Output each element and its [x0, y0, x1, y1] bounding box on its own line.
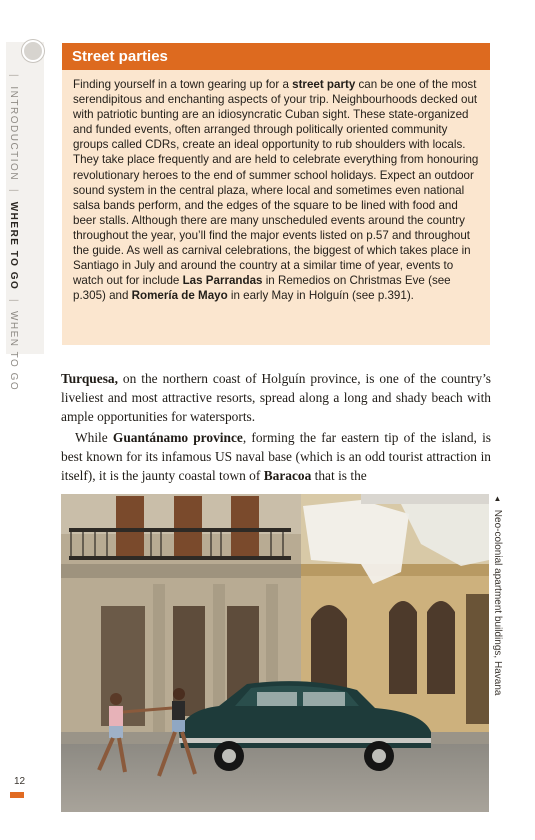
text-run: While: [75, 429, 113, 445]
text-run: Finding yourself in a town gearing up for a: [73, 78, 293, 91]
text-run: , forming the far eastern tip of the island, is best known for its infamous US naval base (which is an odd tourist attraction in itself), it is the jaunty coastal town of: [61, 429, 492, 484]
nav-separator: |: [8, 298, 19, 303]
text-run: that is the: [311, 468, 367, 484]
body-paragraph: [61, 428, 491, 486]
bold-term: Turquesa,: [61, 371, 118, 386]
text-run: in early May in Holguín (see p.391).: [227, 289, 414, 303]
bold-term: street party: [292, 78, 356, 91]
bold-term: Romería de Mayo: [131, 289, 228, 303]
circle-marker-icon: [22, 40, 44, 62]
nav-item-when-to-go[interactable]: WHEN TO GO: [8, 310, 19, 392]
box-paragraph: [73, 77, 480, 303]
section-nav: [8, 70, 19, 391]
bold-term: Las Parrandas: [182, 274, 263, 288]
box-title: Street parties: [62, 43, 490, 70]
text-run: in Remedios on Christmas Eve (see p.305) and: [73, 274, 451, 303]
street-parties-box: [62, 43, 490, 345]
margin-rail: [0, 0, 44, 840]
page-number: 12: [14, 776, 26, 787]
page-tab-marker: [10, 792, 24, 798]
box-body: [62, 70, 490, 303]
text-run: can be one of the most serendipitous and enchanting aspects of your trip. Neighbourhoods decked out with patriotic bunting are an idiosyncratic Cuban sight. These state-organized and funded events, often arranged through politically oriented community groups called CDRs, create an ideal opportunity to rub shoulders with locals. They take place frequently and are held to celebrate everything from honouring revolutionary heroes to the end of summer school holidays. Expect an outdoor sound system in the central plaza, where local and sometimes even national salsa bands perform, and the edges of the square to be lined with food and beer stalls. Although there are many unscheduled events around the country throughout the year, you’ll find the major events listed on p.57 and throughout the guide. As well as carnival celebrations, the biggest of which takes place in Santiago in July and around the country at a similar time of year, events to watch out for include: [73, 78, 479, 288]
caption-arrow-icon: ▲: [493, 494, 502, 503]
caption-text: Neo-colonial apartment buildings, Havana: [492, 509, 503, 696]
nav-separator: |: [8, 74, 19, 79]
nav-separator: |: [8, 189, 19, 194]
main-text: [61, 369, 491, 485]
text-run: on the northern coast of Holguín province, is one of the country’s liveliest and most attractive resorts, spread along a long and shady beach with ample opportunities for watersports.: [61, 371, 491, 425]
nav-item-where-to-go[interactable]: WHERE TO GO: [8, 201, 19, 291]
bold-term: Baracoa: [263, 468, 312, 484]
body-paragraph: [61, 369, 491, 427]
bold-term: Guantánamo province: [112, 429, 243, 445]
nav-item-introduction[interactable]: INTRODUCTION: [8, 86, 19, 182]
havana-street-photo: [61, 494, 489, 812]
photo-caption: [492, 494, 503, 695]
